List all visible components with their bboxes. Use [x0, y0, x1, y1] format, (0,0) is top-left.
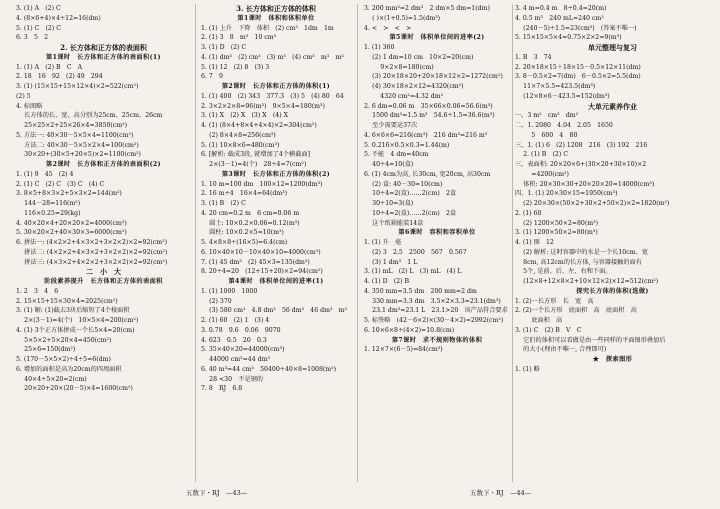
- answer-line: 4. 标图略: [16, 102, 43, 110]
- footer-page-left: 五数下・RJ —43—: [186, 489, 248, 497]
- answer-line: 5. (170－5×5×2)÷4÷5=6(dm): [16, 356, 111, 363]
- answer-line: 1. 2 3 4 6: [16, 287, 59, 295]
- answer-line: ( )×(1+0.5)=1.5(dm³): [364, 14, 441, 22]
- answer-line: 底面积 高: [515, 317, 563, 324]
- answer-line: 的大小(理由不唯一, 合理即可): [515, 346, 607, 354]
- answer-line: 1. B 3 74: [515, 53, 552, 61]
- answer-line: 长方体的长、宽、高分别为25cm、25cm、26cm: [16, 112, 163, 120]
- section-heading: 第1课时 长方体和正方体的表面积(1): [46, 53, 161, 61]
- answer-line: 1. (1) A (2) B C A: [16, 63, 83, 71]
- answer-line: 144－28=116(m²): [16, 200, 81, 207]
- answer-line: 2. 15×15+15×30×4=2025(cm²): [16, 297, 118, 305]
- answer-line: 2. 6 dm=0.06 m 35×66×0.06=56.6(m³): [364, 102, 493, 110]
- answer-line: 方法二: 40×30－5×5×2×4=100(cm²): [16, 141, 139, 149]
- answer-line: 4. 6×6×6=216(cm³) 216 dm³=216 m³: [364, 131, 488, 139]
- answer-line: (2) 8×4×8=256(cm³): [201, 131, 276, 139]
- answer-line: 20×20+20×(20－5)×4=1600(cm²): [16, 385, 133, 393]
- answer-line: 5. 方法一: 40×30－5×5×4=1100(cm²): [16, 131, 134, 139]
- answer-line: 圆土: 10×0.2×0.06=0.12(m³): [201, 219, 300, 227]
- answer-line: 4. 40×20×4+20×20×2=4000(cm²): [16, 219, 127, 227]
- answer-line: 4. (1) D (2) B: [364, 278, 410, 285]
- answer-line: 5. 4×8×8÷(16×5)=6.4(cm): [201, 239, 288, 246]
- column-1: [16, 4, 191, 482]
- answer-line: 11×7×5.5=423.5(dm³): [515, 83, 596, 90]
- section-heading: 二 小 大: [86, 267, 121, 277]
- answer-line: 3. (1) C (2) B V C: [515, 326, 582, 334]
- answer-line: 5个, 是前、后、左、右和下面。: [515, 268, 612, 276]
- column-divider: [357, 4, 358, 482]
- answer-line: 拼法二: (4×2×2+4×3×2+3×2×2)×2=92(cm²): [16, 248, 168, 256]
- answer-line: 40÷4=10(盒): [364, 161, 414, 168]
- answer-line: 6. 40 m³=44 cm³ 50400÷40×8=1008(m³): [201, 365, 337, 373]
- answer-line: 4. (8×6+4)×4÷12=16(dm): [16, 14, 101, 22]
- answer-line: 2. (2)一个长方形 底面积 高 底面积 高: [515, 307, 637, 315]
- answer-line: 4. (1) dm³ (2) cm³ (3) m³ (4) cm³ m³ m³: [201, 53, 344, 61]
- answer-line: 1500 dm³=1.5 m³ 54.6÷1.5=36.6(m³): [364, 112, 495, 120]
- answer-line: 5. 标签略 (42－6×2)×(30－4×2)=2992(cm²): [364, 317, 504, 324]
- answer-line: 116×0.25=29(kg): [16, 209, 81, 217]
- answer-line: 10÷4=2(盒)……2(cm) 2盒: [364, 209, 457, 217]
- answer-line: 1. (1) 升 毫: [364, 239, 402, 246]
- answer-line: (3) 580 cm³ 4.8 dm³ 56 dm³ 46 dm³ m³: [201, 307, 347, 315]
- answer-line: 3. (1) A (2) C: [16, 5, 61, 12]
- answer-line: 拼法三: (4×3×2+4×2×2+3×2×2)×2=92(cm²): [16, 258, 168, 266]
- answer-line: 1. (2)一长方形 长 宽 高: [515, 297, 594, 305]
- answer-line: 25×25×2+25×26×4=3850(cm²): [16, 122, 128, 129]
- answer-line: 体积: 20×30×30+20×20×20=14000(cm³): [515, 180, 655, 188]
- answer-line: 6. 增加的面积是高为20cm的四周面积: [16, 365, 122, 373]
- answer-line: (12×8×6－423.5=152(dm³): [515, 92, 610, 100]
- answer-line: 40×4÷5×20=2(cm): [16, 375, 87, 383]
- answer-line: 5. 0.216×0.5×0.3=1.44(m): [364, 141, 450, 149]
- section-heading: 第6课时 容积和容积单位: [398, 229, 476, 237]
- answer-line: (2) 1200×50×2=80(m³): [515, 219, 599, 227]
- answer-line: 3. (1) (15×15+15×12×4)×2=522(cm²): [16, 83, 139, 90]
- answer-line: 6. (1) 4cm为高, 长30cm, 宽20cm, 高30cm: [364, 170, 491, 178]
- column-2: [201, 4, 351, 482]
- answer-line: 9×2×8=180(cm): [364, 63, 434, 71]
- column-divider: [195, 4, 196, 482]
- answer-line: (2) 3 2.5 2500 567 0.567: [364, 248, 467, 256]
- answer-line: (240－5)÷1.5=23(cm³) (答案不唯一): [515, 24, 637, 32]
- section-heading: 2. 长方体和正方体的表面积: [60, 43, 147, 52]
- section-heading: 阶段素养提升 长方体和正方体的表面积: [44, 278, 163, 285]
- answer-line: 三、1. (1) 6 (2) 1208 216 (3) 192 216: [515, 141, 648, 149]
- answer-line: 圆柱: 10×0.2×5=10(m³): [201, 229, 284, 237]
- answer-line: 30÷10=3(盒): [364, 200, 414, 207]
- answer-line: 2. (1) B (2) C: [515, 151, 568, 159]
- answer-line: 1. (1) 9 45 (2) 4: [16, 170, 74, 178]
- answer-line: (2) 解析: 这时容器中的水是一个长10cm、宽: [515, 248, 648, 256]
- section-heading: 第7课时 求不规则物体的体积: [391, 336, 483, 344]
- answer-line: 3. 8－0.5×2=7(dm) 6－0.5×2=5.5(dm): [515, 73, 641, 81]
- answer-line: 5 600 4 80: [515, 131, 578, 139]
- answer-line: 4. 350 mm=3.5 dm 200 mm=2 dm: [364, 287, 477, 295]
- section-heading: 第2课时 长方体和正方体的体积(1): [221, 83, 331, 90]
- answer-line: 8. 20÷4=20 (12+15+20)×2=94(cm²): [201, 268, 323, 276]
- answer-line: 一、3 m² cm³ dm²: [515, 112, 579, 120]
- answer-line: (2) 盒: 40－30=10(cm): [364, 180, 443, 188]
- answer-line: 这个纸箱能装14盒: [364, 219, 424, 227]
- answer-line: 5. (1) 10×8×6=480(cm³): [201, 141, 280, 149]
- answer-line: 6. [解析: 截成3段, 就增加了4个横截面]: [201, 151, 310, 159]
- answer-line: 1. (1) 上升 下降 体积 (2) cm³ 1dm 1m: [201, 24, 334, 32]
- answer-line: 3. (1) 解: (1)截去3块后缩短了4个棱面积: [16, 307, 130, 315]
- answer-line: 2. (1) C (2) C (3) C (4) C: [16, 180, 105, 188]
- answer-line: 3. 8×5+8×3×2+5×3×2=144(m²): [16, 190, 122, 198]
- answer-line: 2. (1) 60 (2) 1 (3) 4: [201, 317, 270, 324]
- answer-line: 4320 cm²=4.32 dm²: [364, 92, 444, 100]
- answer-line: 5. (1) 12 (2) 8 (3) 3: [201, 63, 270, 71]
- answer-line: 5. (1) C (2) C: [16, 24, 61, 32]
- answer-line: (3) 1 dm³ 1 L: [364, 258, 418, 266]
- answer-line: (2) 1 dm=10 cm 10×2=20(cm): [364, 53, 474, 61]
- answer-line: 4. 623 0.5 20 0.3: [201, 336, 267, 344]
- answer-line: 1. 12×7×(6－5)=84(cm³): [364, 346, 443, 354]
- answer-line: 四、1. (1) 20×30×15=1950(cm³): [515, 190, 618, 198]
- column-3: [364, 4, 510, 482]
- section-heading: 探究长方体的体积(选做): [576, 287, 649, 295]
- answer-line: 2. (1) 3 8 m³ 10 cm³: [201, 34, 277, 42]
- answer-line: 3. (1) 1200×50×2=80(m³): [515, 229, 598, 237]
- answer-line: 1. 10 m=100 dm 100×12=1200(dm³): [201, 180, 323, 188]
- answer-line: 至少需要运37次: [364, 122, 418, 129]
- answer-line: (4) 30×18×2×12=4320(cm²): [364, 83, 464, 90]
- answer-line: 4. 0.5 m³ 240 mL=240 cm³: [515, 14, 604, 22]
- section-heading: 3. 长方体和正方体的体积: [236, 4, 316, 13]
- answer-line: 330 mm=3.3 dm 3.5×2×3.3=23.1(dm³): [364, 297, 501, 305]
- answer-line: 4. (1) 图 12: [515, 239, 554, 246]
- answer-line: 5. 15×15×5×4=0.75×2×2=9(m³): [515, 34, 622, 42]
- column-4: [515, 4, 710, 482]
- answer-line: 4. < > < >: [364, 24, 412, 32]
- answer-line: 8cm, 高12cm的长方体, 与容器接触的面有: [515, 258, 642, 266]
- answer-line: 6. 拼法一: (4×2×2+4×3×2+3×2×2)×2=92(cm²): [16, 239, 168, 246]
- answer-line: 6. 10×40×10－10×40×10=4000(cm³): [201, 248, 321, 256]
- answer-line: 6. 3 5 2: [16, 34, 49, 42]
- answer-line: 6. 7 9: [201, 73, 223, 81]
- answer-line: (2) 20×30×(50×2+30×2+50×2)×2=1820(m²): [515, 200, 670, 207]
- section-heading: 第3课时 长方体和正方体的体积(2): [221, 170, 331, 178]
- footer-page-right: 五数下・RJ —44—: [470, 489, 532, 497]
- answer-line: 25×6=150(dm²): [16, 346, 76, 354]
- section-heading: 第1课时 体积和体积单位: [237, 14, 315, 22]
- answer-line: =4200(cm²): [515, 170, 569, 178]
- answer-line: (2) 370: [201, 297, 232, 305]
- answer-line: 2×(3－1)=4(个) 28÷4=7(cm²): [201, 161, 307, 168]
- answer-line: 3. (1) B (2) C: [201, 200, 246, 207]
- answer-line: 4. (1) 3个正方体拼成一个长5×4=20(cm): [16, 326, 135, 334]
- answer-line: 3. 200 mm³=2 dm³ 2 dm×5 dm=1(dm): [364, 5, 490, 12]
- answer-line: 1. (1) 400 (2) 343 377.3 (3) 5 (4) 80 64: [201, 92, 344, 100]
- answer-line: 4. 20 cm=0.2 m 6 cm=0.06 m: [201, 209, 300, 217]
- answer-line: 5. 30×20×2+40×30×3=6000(cm²): [16, 229, 127, 237]
- section-heading: ★ 探索图形: [592, 356, 633, 363]
- answer-line: 3. (1) mL (2) L (3) mL (4) L: [364, 268, 462, 276]
- answer-line: (3) 20×18×20+20×18×12×2=1272(cm²): [364, 73, 503, 81]
- answer-line: 6. 10×6×8÷(4×2)=10.8(cm): [364, 326, 455, 334]
- section-heading: 大单元素养作业: [588, 101, 637, 111]
- section-heading: 第4课时 体积单位间的进率(1): [228, 278, 324, 285]
- answer-line: 二、1. 2080 4.04 2.05 1650: [515, 122, 613, 129]
- answer-line: 1. (1) 360: [364, 44, 395, 51]
- answer-line: 三、表面积: 20×20×6+(30×20+30×10)×2: [515, 161, 647, 168]
- answer-line: 4. (1) (8×4+8×4+4×4)×2=304(cm²): [201, 122, 317, 129]
- answer-line: 7. (1) 45 dm³ (2) 45×3=135(dm³): [201, 258, 310, 266]
- section-heading: 单元整理与复习: [588, 43, 637, 52]
- answer-line: 3. (1) X (2) X (3) X (4) X: [201, 112, 288, 120]
- section-heading: 第5课时 体积单位间的进率(2): [389, 34, 485, 42]
- answer-line: 2. 3×2×2×8=96(m³) 9×5×4=180(m³): [201, 102, 325, 110]
- answer-line: 3. (1) D (2) C: [201, 44, 247, 51]
- answer-line: 5. 35×40×20=44000(cm³): [201, 346, 285, 354]
- answer-line: 2. 20×18×15＋18×15－0.5×12×11(dm): [515, 63, 641, 71]
- answer-line: 23.1 dm³=23.1 L 23.1>20 该产品符合要求: [364, 307, 508, 315]
- answer-line: 5×5×2+5×20×4=450(cm²): [16, 336, 112, 344]
- answer-line: 1. (1) 略: [515, 365, 540, 373]
- section-heading: 第2课时 长方体和正方体的表面积(2): [46, 161, 161, 168]
- answer-line: 44000 cm³=44 dm³: [201, 356, 270, 363]
- answer-line: 2. 16 m÷4 16×4=64(dm³): [201, 190, 288, 198]
- answer-line: 7. 8 RJ 6.8: [201, 385, 243, 393]
- answer-line: 28 <30 不是钢的: [201, 375, 263, 383]
- answer-line: 2. 18 16 92 (2) 49 294: [16, 73, 103, 81]
- answer-line: 3. 0.78 9.6 0.06 9070: [201, 326, 281, 334]
- answer-line: (2) 5: [16, 92, 31, 100]
- answer-line: 2. (1) 60: [515, 209, 542, 217]
- answer-line: 它们的体积可以看做是由一些同样的平面图形叠加后: [515, 336, 666, 344]
- answer-line: 2×(3－1)=4(个) 10×5×4=200(cm²): [16, 317, 139, 324]
- answer-line: 5. 不能 4 dm=40cm: [364, 151, 429, 159]
- answer-line: 1. (1) 1000 1000: [201, 287, 258, 295]
- answer-line: 30×20+(30×5+20×5)×2=1100(cm²): [16, 151, 141, 159]
- answer-line: 3. 4 m=0.4 m 8÷0.4=20(m): [515, 5, 607, 12]
- answer-line: (12×8+12×8×2+10×12×2)×12=512(cm²): [515, 278, 659, 285]
- answer-line: 10÷4=2(盒)……2(cm) 2盒: [364, 190, 457, 198]
- column-divider: [512, 4, 513, 482]
